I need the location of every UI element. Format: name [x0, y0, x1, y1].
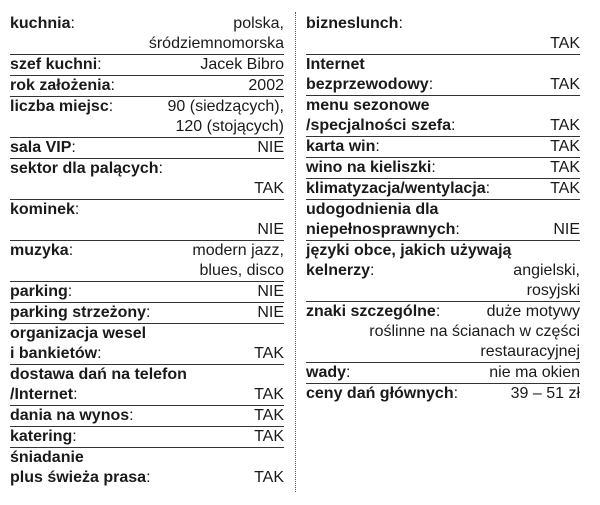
- info-line: [306, 116, 580, 136]
- row-value: duże motywy: [486, 303, 580, 320]
- info-row: [10, 324, 284, 365]
- row-value: TAK: [254, 407, 284, 424]
- info-row: [306, 200, 580, 241]
- label-colon: :: [346, 364, 351, 381]
- info-line: [306, 14, 580, 34]
- row-label: niepełnosprawnych: [306, 221, 456, 238]
- row-label: wino na kieliszki: [306, 159, 432, 176]
- row-label: udogodnienia dla: [306, 201, 439, 218]
- row-value: NIE: [257, 304, 284, 321]
- label-colon: :: [71, 139, 76, 156]
- info-line: [306, 281, 580, 301]
- label-colon: :: [450, 117, 456, 134]
- row-label: dostawa dań na telefon: [10, 366, 187, 383]
- info-line: [10, 448, 284, 468]
- info-line: [306, 158, 580, 178]
- info-row: [306, 158, 580, 179]
- label-colon: :: [370, 262, 375, 279]
- info-line: [10, 76, 284, 96]
- label-colon: :: [70, 15, 75, 32]
- label-colon: :: [72, 428, 77, 445]
- row-value: TAK: [254, 345, 284, 362]
- row-label: kelnerzy: [306, 262, 371, 279]
- info-line: [10, 324, 284, 344]
- label-colon: :: [428, 76, 434, 93]
- info-row: [10, 14, 284, 55]
- row-label: sala VIP: [10, 139, 72, 156]
- row-label: kuchnia: [10, 15, 71, 32]
- info-line: [306, 241, 580, 261]
- row-value: NIE: [257, 139, 284, 156]
- row-value: TAK: [550, 35, 580, 52]
- info-line: [10, 97, 284, 117]
- info-line: [306, 384, 580, 404]
- info-line: [10, 34, 284, 54]
- row-label: rok założenia: [10, 77, 111, 94]
- info-line: [306, 179, 580, 199]
- row-value: TAK: [550, 159, 580, 176]
- label-colon: :: [97, 56, 102, 73]
- info-row: [306, 363, 580, 384]
- row-label: katering: [10, 428, 73, 445]
- row-label: Internet: [306, 56, 365, 73]
- row-value: 2002: [248, 77, 284, 94]
- info-line: [10, 282, 284, 302]
- info-line: [10, 138, 284, 158]
- info-row: [306, 14, 580, 55]
- row-value: śródziemnomorska: [148, 35, 284, 52]
- row-value: Jacek Bibro: [200, 56, 284, 73]
- row-label: karta win: [306, 138, 376, 155]
- row-label: śniadanie: [10, 449, 84, 466]
- info-row: [10, 97, 284, 138]
- row-label: sektor dla palących: [10, 160, 159, 177]
- row-label: szef kuchni: [10, 56, 98, 73]
- info-line: [10, 365, 284, 385]
- label-colon: :: [453, 385, 459, 402]
- row-value: TAK: [550, 180, 580, 197]
- info-row: [10, 448, 284, 488]
- info-line: [306, 55, 580, 75]
- row-label: ceny dań głównych: [306, 385, 454, 402]
- row-label: i bankietów: [10, 345, 98, 362]
- label-colon: :: [146, 469, 151, 486]
- row-value: NIE: [257, 221, 284, 238]
- row-label: muzyka: [10, 242, 69, 259]
- row-label: plus świeża prasa: [10, 469, 147, 486]
- row-label: organizacja wesel: [10, 325, 147, 342]
- label-colon: :: [73, 386, 78, 403]
- row-value: rosyjski: [526, 282, 580, 299]
- row-label: kominek: [10, 201, 75, 218]
- info-line: [306, 342, 580, 362]
- info-line: [306, 96, 580, 116]
- label-colon: :: [455, 221, 460, 238]
- info-line: [10, 159, 284, 179]
- info-row: [306, 302, 580, 363]
- info-row: [10, 365, 284, 406]
- label-colon: :: [158, 160, 163, 177]
- row-value: TAK: [550, 138, 580, 155]
- row-value: 39 – 51 zł: [510, 385, 580, 402]
- label-colon: :: [435, 303, 441, 320]
- row-value: polska,: [233, 15, 284, 32]
- row-value: TAK: [254, 386, 284, 403]
- row-label: menu sezonowe: [306, 97, 430, 114]
- row-label: /specjalności szefa: [306, 117, 451, 134]
- info-row: [10, 282, 284, 303]
- info-row: [306, 384, 580, 404]
- row-value: roślinne na ścianach w części: [369, 323, 580, 340]
- row-value: modern jazz,: [192, 242, 284, 259]
- info-line: [10, 261, 284, 281]
- info-line: [10, 220, 284, 240]
- label-colon: :: [67, 283, 73, 300]
- row-value: 90 (siedzących),: [167, 98, 284, 115]
- column-divider: [295, 12, 296, 492]
- info-line: [10, 303, 284, 323]
- row-label: klimatyzacja/wentylacja: [306, 180, 486, 197]
- right-column: [306, 14, 580, 404]
- label-colon: :: [398, 15, 403, 32]
- row-value: NIE: [553, 221, 580, 238]
- row-value: TAK: [550, 117, 580, 134]
- left-column: [10, 14, 284, 488]
- row-value: restauracyjnej: [480, 343, 580, 360]
- info-row: [306, 137, 580, 158]
- row-label: parking: [10, 283, 68, 300]
- label-colon: :: [110, 77, 115, 94]
- label-colon: :: [146, 304, 151, 321]
- info-line: [10, 344, 284, 364]
- row-label: dania na wynos: [10, 407, 130, 424]
- row-value: blues, disco: [199, 262, 284, 279]
- row-value: NIE: [257, 283, 284, 300]
- info-line: [306, 137, 580, 157]
- row-label: liczba miejsc: [10, 98, 109, 115]
- info-row: [10, 159, 284, 200]
- info-line: [306, 220, 580, 240]
- info-row: [306, 179, 580, 200]
- info-line: [306, 261, 580, 281]
- label-colon: :: [74, 201, 80, 218]
- info-line: [306, 322, 580, 342]
- label-colon: :: [375, 138, 380, 155]
- row-value: TAK: [254, 180, 284, 197]
- label-colon: :: [68, 242, 74, 259]
- row-label: parking strzeżony: [10, 304, 147, 321]
- info-line: [10, 14, 284, 34]
- info-line: [10, 117, 284, 137]
- info-line: [306, 302, 580, 322]
- info-line: [10, 179, 284, 199]
- label-colon: :: [485, 180, 491, 197]
- label-colon: :: [129, 407, 134, 424]
- row-label: bezprzewodowy: [306, 76, 429, 93]
- info-row: [10, 406, 284, 427]
- info-row: [10, 200, 284, 241]
- info-line: [10, 468, 284, 488]
- info-row: [10, 55, 284, 76]
- row-value: TAK: [254, 469, 284, 486]
- info-row: [306, 55, 580, 96]
- label-colon: :: [431, 159, 436, 176]
- info-line: [10, 385, 284, 405]
- info-line: [10, 55, 284, 75]
- row-value: TAK: [254, 428, 284, 445]
- info-line: [306, 75, 580, 95]
- info-row: [10, 303, 284, 324]
- info-row: [10, 138, 284, 159]
- label-colon: :: [97, 345, 102, 362]
- row-label: wady: [306, 364, 347, 381]
- row-value: 120 (stojących): [175, 118, 284, 135]
- info-row: [10, 76, 284, 97]
- info-row: [10, 427, 284, 448]
- info-row: [10, 241, 284, 282]
- row-label: języki obce, jakich używają: [306, 242, 512, 259]
- info-line: [306, 363, 580, 383]
- row-label: bizneslunch: [306, 15, 399, 32]
- row-value: TAK: [550, 76, 580, 93]
- label-colon: :: [108, 98, 114, 115]
- info-line: [306, 34, 580, 54]
- info-line: [10, 200, 284, 220]
- row-label: /Internet: [10, 386, 74, 403]
- info-line: [10, 427, 284, 447]
- info-row: [306, 241, 580, 302]
- info-line: [10, 241, 284, 261]
- row-value: angielski,: [513, 262, 580, 279]
- info-line: [10, 406, 284, 426]
- row-label: znaki szczególne: [306, 303, 436, 320]
- row-value: nie ma okien: [489, 364, 580, 381]
- info-line: [306, 200, 580, 220]
- info-row: [306, 96, 580, 137]
